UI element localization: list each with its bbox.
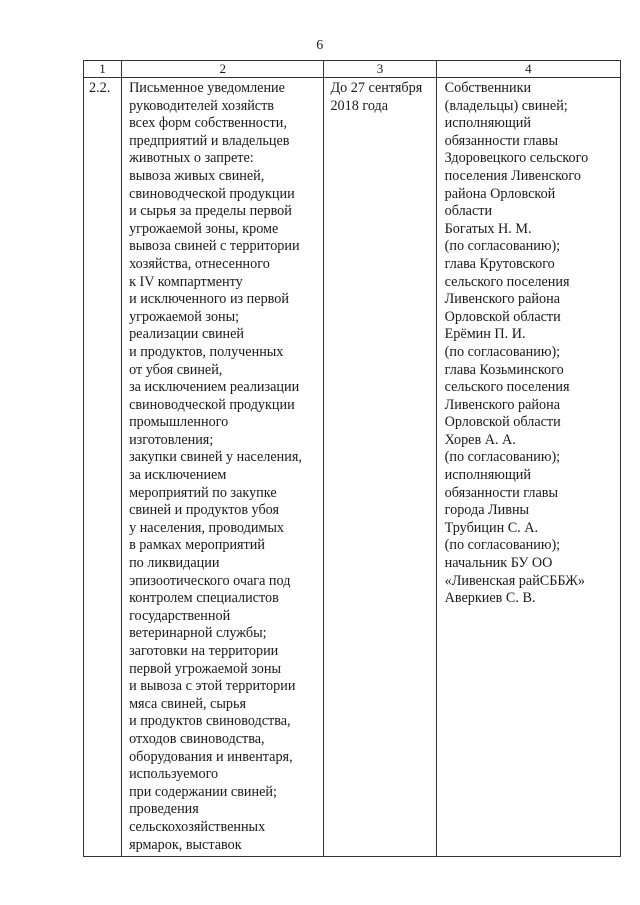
measure-text-line: ветеринарной службы; xyxy=(129,625,267,642)
responsible-text-line: Ливенского района xyxy=(444,291,560,308)
responsible-text-line: Аверкиев С. В. xyxy=(444,590,536,607)
measure-text-line: угрожаемой зоны, кроме xyxy=(129,220,279,237)
measure-text-line: животных о запрете: xyxy=(129,150,254,167)
measure-text-line: отходов свиноводства, xyxy=(129,730,265,747)
responsible-text-line: Трубицин С. А. xyxy=(444,519,539,536)
measure-text-line: и сырья за пределы первой xyxy=(129,203,292,220)
measure-text-line: руководителей хозяйств xyxy=(129,97,275,114)
responsible-text-line: Собственники xyxy=(444,80,532,96)
measure-text-line: и продуктов, полученных xyxy=(129,343,284,360)
measure-text-line: реализации свиней xyxy=(129,326,245,343)
responsible-text-line: обязанности главы xyxy=(444,484,559,501)
responsible-text-line: исполняющий xyxy=(444,115,531,132)
measure-text-line: у населения, проводимых xyxy=(129,519,285,536)
responsible-text-line: поселения Ливенского xyxy=(444,167,581,184)
measure-text-line: закупки свиней у населения, xyxy=(129,449,302,466)
measure-text-line: свиноводческой продукции xyxy=(129,185,295,202)
measure-text-line: к IV компартменту xyxy=(129,273,243,290)
responsible-text-line: Ливенского района xyxy=(444,396,560,413)
responsible-text-line: исполняющий xyxy=(444,467,531,484)
responsible-text-line: (по согласованию); xyxy=(444,238,561,255)
measure-text-line: промышленного xyxy=(129,414,229,431)
measure-text-line: от убоя свиней, xyxy=(129,361,223,378)
responsible-text-line: обязанности главы xyxy=(444,132,559,149)
deadline-cell xyxy=(324,78,436,857)
responsible-cell xyxy=(436,78,620,857)
measure-text-line: используемого xyxy=(129,766,219,783)
table-row xyxy=(84,78,621,857)
column-header-4: 4 xyxy=(436,61,620,78)
responsible-text-line: сельского поселения xyxy=(444,273,570,290)
responsible-text-line: сельского поселения xyxy=(444,379,570,396)
column-header-1: 1 xyxy=(84,61,122,78)
measure-text-line: и продуктов свиноводства, xyxy=(129,713,291,730)
responsible-text-line: «Ливенская райСББЖ» xyxy=(444,572,585,589)
measure-text-line: ярмарок, выставок xyxy=(129,836,242,853)
measure-text-line: государственной xyxy=(129,607,231,624)
responsible-text-line: (владельцы) свиней; xyxy=(444,97,568,114)
measure-text-line: Письменное уведомление xyxy=(129,80,285,96)
measure-text-line: первой угрожаемой зоны xyxy=(129,660,281,677)
measures-table xyxy=(83,60,621,857)
deadline-text-line: До 27 сентября xyxy=(330,80,423,96)
responsible-text-line: Ерёмин П. И. xyxy=(444,326,526,343)
responsible-text-line: Здоровецкого сельского xyxy=(444,150,589,167)
measure-text-line: и исключенного из первой xyxy=(129,291,289,308)
responsible-text-line: района Орловской xyxy=(444,185,556,202)
measure-text-line: по ликвидации xyxy=(129,555,220,572)
measure-text-line: свиней и продуктов убоя xyxy=(129,502,280,519)
measure-text-line: при содержании свиней; xyxy=(129,783,277,800)
responsible-text-line: Орловской области xyxy=(444,308,561,325)
measure-text-line: хозяйства, отнесенного xyxy=(129,255,270,272)
column-header-2: 2 xyxy=(122,61,324,78)
deadline-text-line: 2018 года xyxy=(330,97,389,114)
row-number: 2.2. xyxy=(89,80,111,96)
measure-cell xyxy=(122,78,324,857)
responsible-text-line: (по согласованию); xyxy=(444,537,561,554)
page-number: 6 xyxy=(316,38,324,53)
responsible-text-line: города Ливны xyxy=(444,502,530,519)
measure-text-line: вывоза живых свиней, xyxy=(129,167,265,184)
measure-text-line: в рамках мероприятий xyxy=(129,537,265,554)
measure-text-line: оборудования и инвентаря, xyxy=(129,748,293,765)
measure-text-line: контролем специалистов xyxy=(129,590,279,607)
measure-text-line: за исключением реализации xyxy=(129,379,300,396)
measure-text-line: за исключением xyxy=(129,467,227,484)
column-header-3: 3 xyxy=(324,61,436,78)
measure-text-line: заготовки на территории xyxy=(129,643,279,659)
responsible-text-line: (по согласованию); xyxy=(444,343,561,360)
row-number-cell xyxy=(84,78,122,857)
measure-text-line: эпизоотического очага под xyxy=(129,572,291,589)
responsible-text-line: Богатых Н. М. xyxy=(444,220,532,237)
table-header-row xyxy=(84,61,621,78)
responsible-text-line: начальник БУ ОО xyxy=(444,555,553,572)
responsible-text-line: (по согласованию); xyxy=(444,449,561,466)
measure-text-line: мероприятий по закупке xyxy=(129,484,277,501)
measure-text-line: угрожаемой зоны; xyxy=(129,308,240,325)
measure-text-line: всех форм собственности, xyxy=(129,115,287,132)
measure-text-line: предприятий и владельцев xyxy=(129,132,290,149)
measure-text-line: сельскохозяйственных xyxy=(129,818,266,835)
measure-text-line: изготовления; xyxy=(129,431,214,448)
responsible-text-line: области xyxy=(444,203,493,220)
measure-text-line: мяса свиней, сырья xyxy=(129,695,246,712)
measure-text-line: проведения xyxy=(129,801,199,818)
responsible-text-line: Хорев А. А. xyxy=(444,431,516,448)
measure-text-line: и вывоза с этой территории xyxy=(129,678,296,695)
responsible-text-line: глава Крутовского xyxy=(444,255,555,272)
measure-text-line: вывоза свиней с территории xyxy=(129,238,300,255)
measure-text-line: свиноводческой продукции xyxy=(129,396,295,413)
responsible-text-line: глава Козьминского xyxy=(444,361,564,378)
responsible-text-line: Орловской области xyxy=(444,414,561,431)
